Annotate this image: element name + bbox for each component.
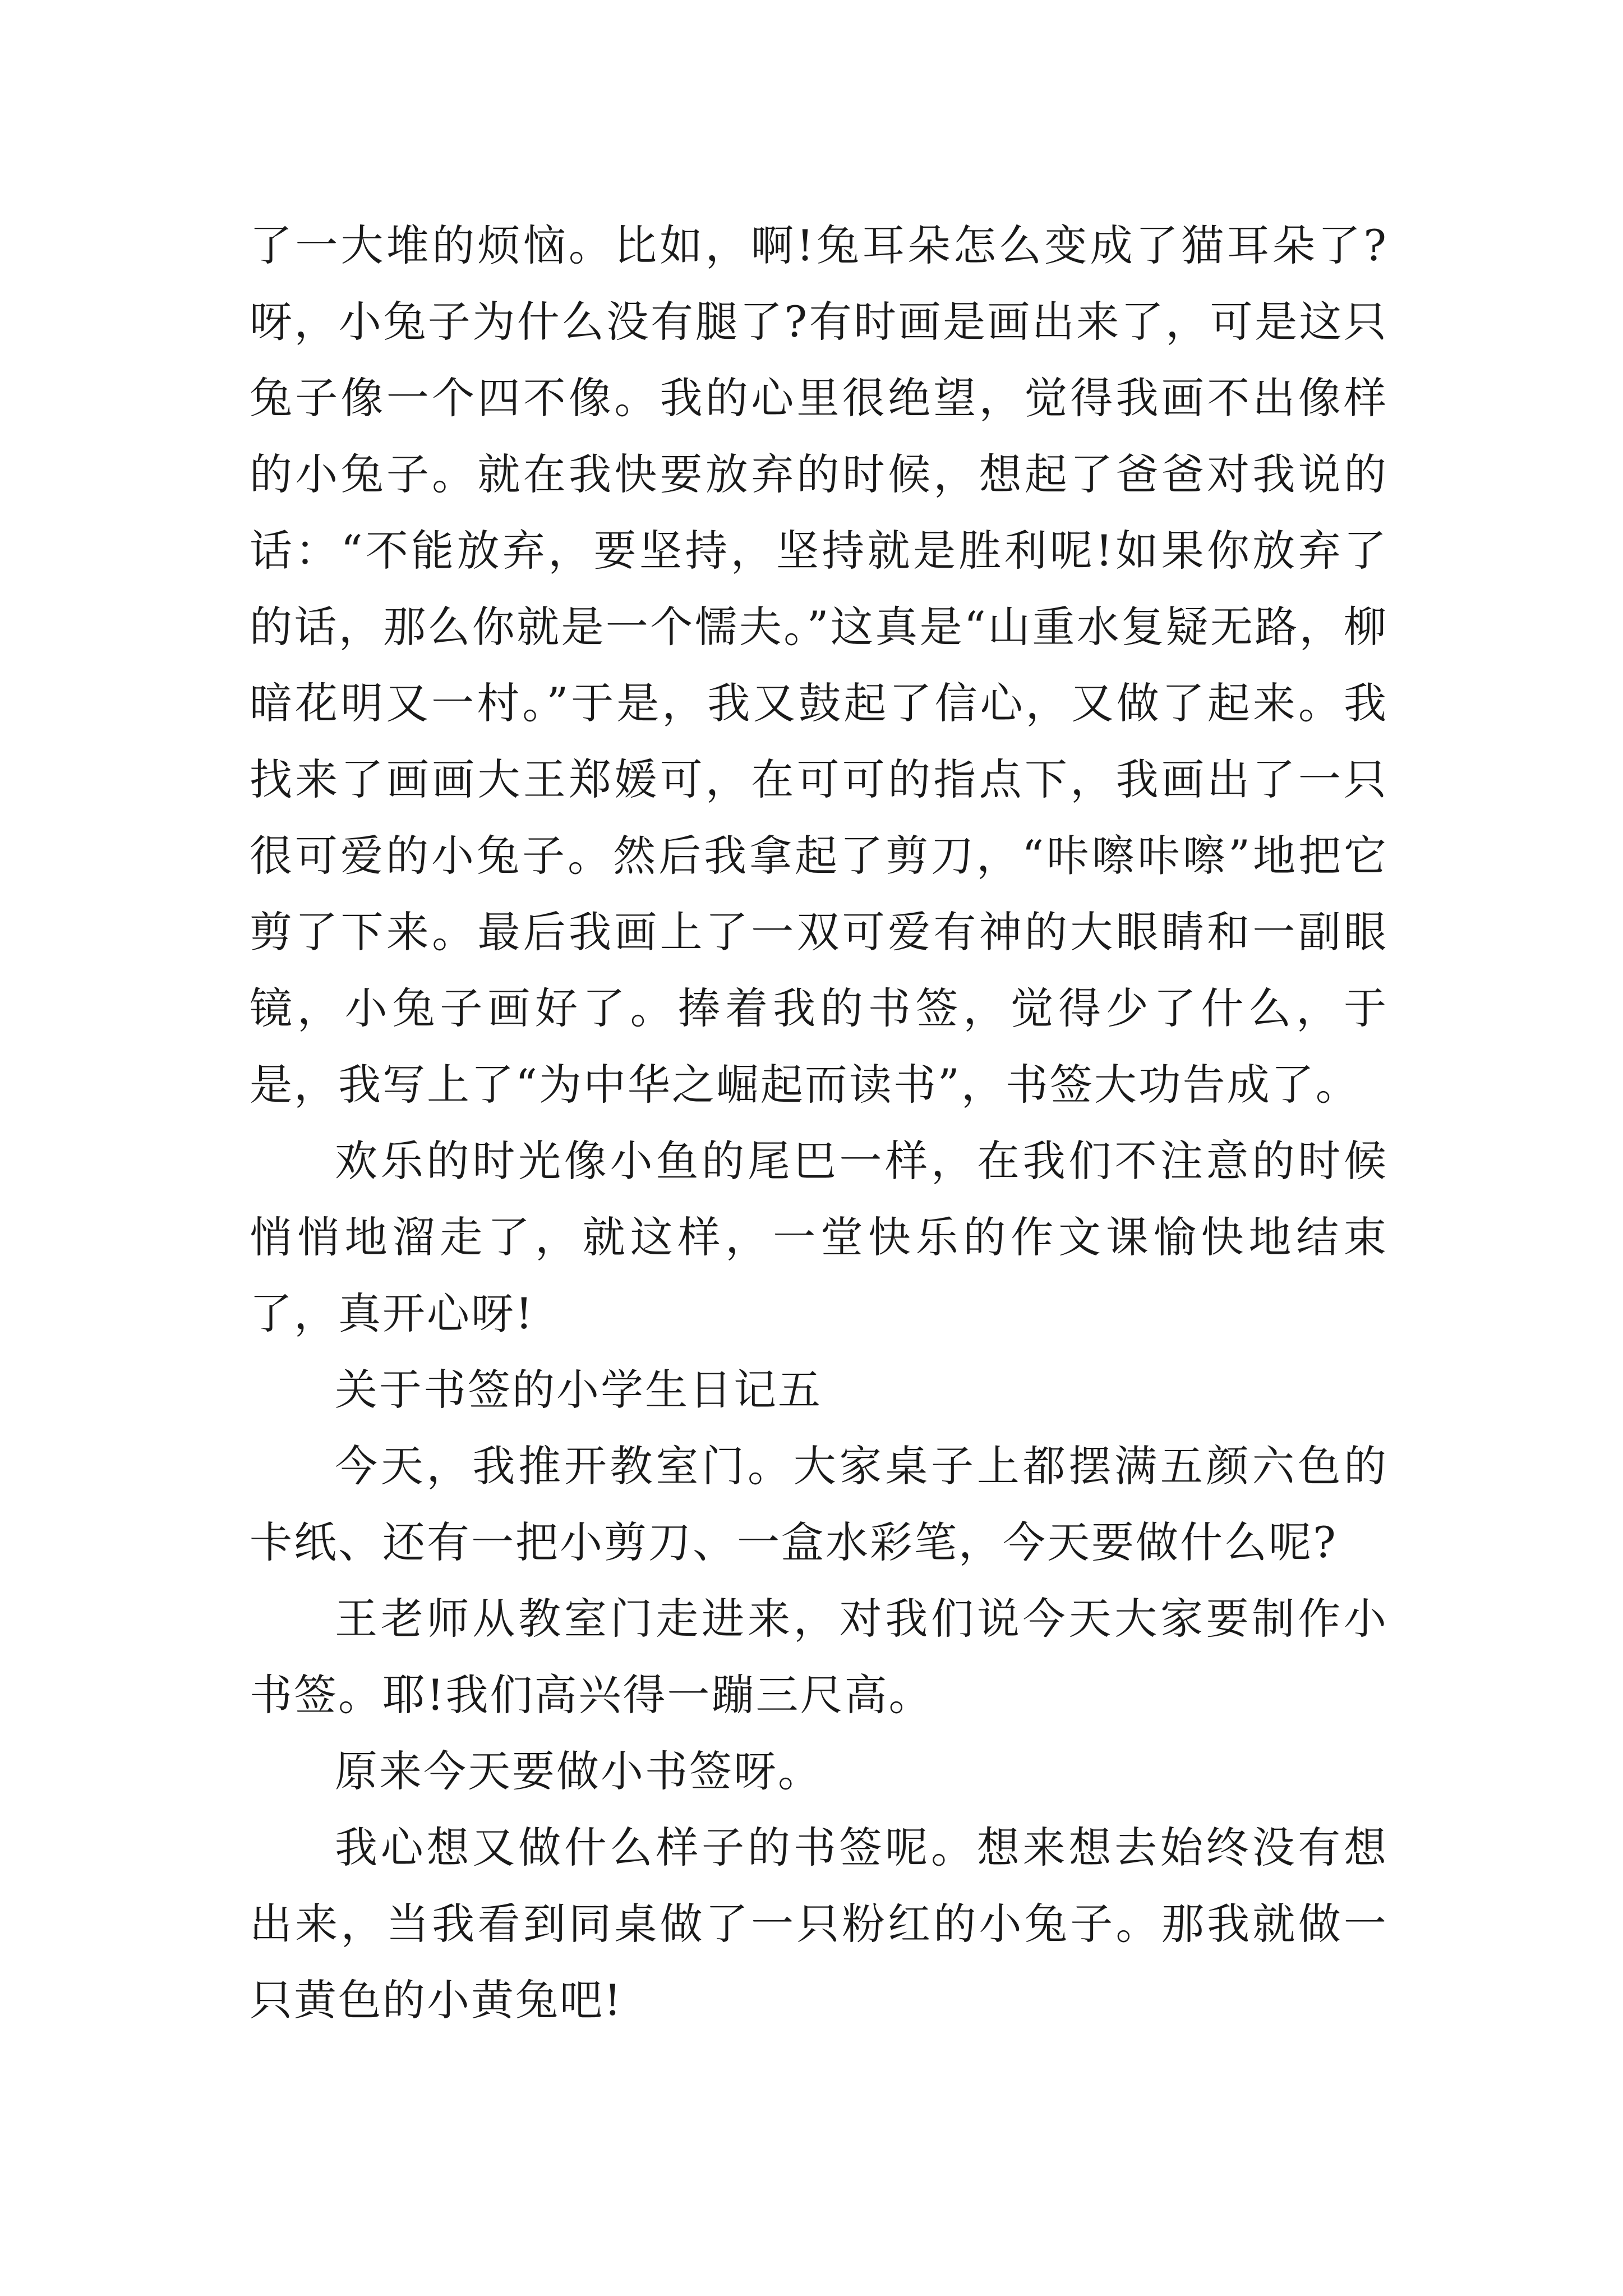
paragraph: 今天，我推开教室门。大家桌子上都摆满五颜六色的卡纸、还有一把小剪刀、一盒水彩笔，今天要做什么呢? — [250, 1441, 1388, 1567]
paragraph: 我心想又做什么样子的书签呢。想来想去始终没有想出来，当我看到同桌做了一只粉红的小兔子。那我就做一只黄色的小黄兔吧! — [250, 1823, 1388, 2025]
paragraph: 王老师从教室门走进来，对我们说今天大家要制作小书签。耶!我们高兴得一蹦三尺高。 — [250, 1594, 1388, 1720]
document-body — [250, 208, 1388, 2039]
paragraph-continued: 了一大堆的烦恼。比如，啊!兔耳朵怎么变成了猫耳朵了?呀，小兔子为什么没有腿了?有时画是画出来了，可是这只兔子像一个四不像。我的心里很绝望，觉得我画不出像样的小兔子。就在我快要放弃的时候，想起了爸爸对我说的话：“不能放弃，要坚持，坚持就是胜利呢!如果你放弃了的话，那么你就是一个懦夫。”这真是“山重水复疑无路，柳暗花明又一村。”于是，我又鼓起了信心，又做了起来。我找来了画画大王郑媛可，在可可的指点下，我画出了一只很可爱的小兔子。然后我拿起了剪刀，“咔嚓咔嚓”地把它剪了下来。最后我画上了一双可爱有神的大眼睛和一副眼镜，小兔子画好了。捧着我的书签，觉得少了什么，于是，我写上了“为中华之崛起而读书”，书签大功告成了。 — [250, 220, 1388, 1110]
paragraph: 欢乐的时光像小鱼的尾巴一样，在我们不注意的时候悄悄地溜走了，就这样，一堂快乐的作文课愉快地结束了，真开心呀! — [250, 1136, 1388, 1338]
section-heading: 关于书签的小学生日记五 — [335, 1365, 822, 1415]
paragraph: 原来今天要做小书签呀。 — [335, 1746, 822, 1796]
